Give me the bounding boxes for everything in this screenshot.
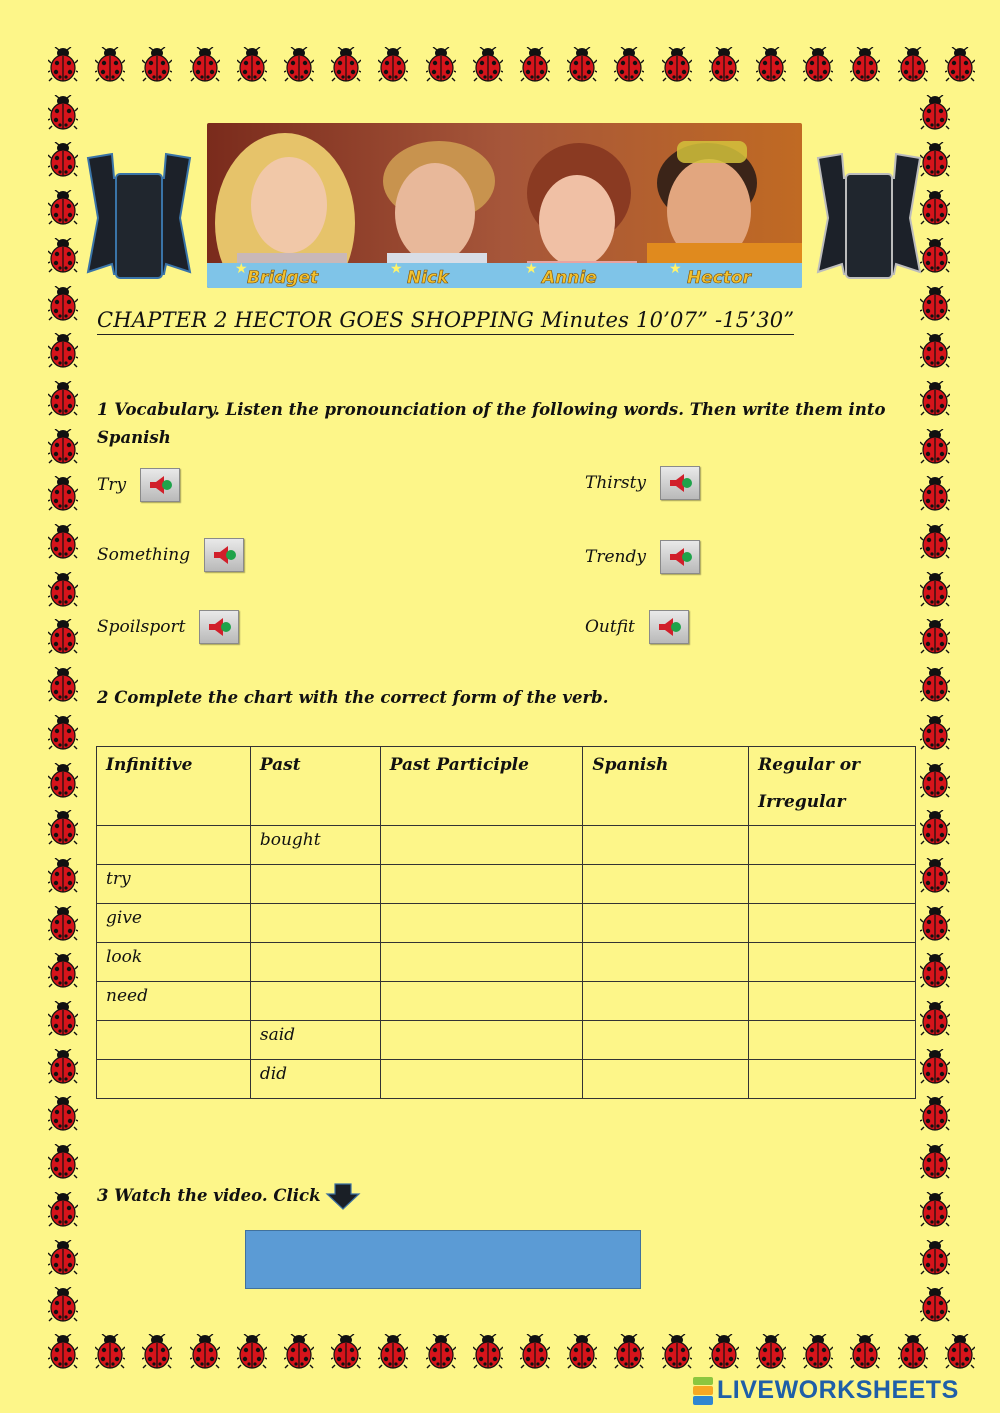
table-cell [380, 1060, 583, 1099]
table-cell [380, 904, 583, 943]
ladybug-icon [920, 906, 950, 942]
ladybug-icon [48, 333, 78, 369]
ladybug-icon [920, 1144, 950, 1180]
liveworksheets-logo-icon [693, 1377, 713, 1405]
ladybug-icon [48, 906, 78, 942]
table-cell [583, 904, 749, 943]
table-cell [380, 826, 583, 865]
vocab-word: Spoilsport [97, 617, 186, 637]
liveworksheets-logo [693, 1376, 959, 1405]
ladybug-icon [48, 142, 78, 178]
ladybug-icon [920, 953, 950, 989]
table-cell [583, 865, 749, 904]
table-cell [583, 982, 749, 1021]
table-cell [250, 865, 380, 904]
ladybug-icon [614, 47, 644, 83]
ladybug-icon [48, 1334, 78, 1370]
ladybug-icon [920, 1096, 950, 1132]
ladybug-icon [48, 810, 78, 846]
ladybug-icon [898, 47, 928, 83]
column-header: Infinitive [97, 747, 251, 826]
ladybug-icon [520, 47, 550, 83]
banner-name-4: Hector [687, 268, 752, 288]
banner-name-3: Annie [542, 268, 597, 288]
ladybug-icon [920, 142, 950, 178]
ladybug-icon [48, 190, 78, 226]
ladybug-icon [331, 47, 361, 83]
table-cell [380, 1021, 583, 1060]
table-cell [380, 982, 583, 1021]
svg-text:★: ★ [525, 261, 538, 277]
table-cell [583, 1060, 749, 1099]
ladybug-icon [920, 1049, 950, 1085]
ladybug-icon [48, 953, 78, 989]
table-cell: need [97, 982, 251, 1021]
ladybug-icon [709, 47, 739, 83]
scroll-right-icon [814, 152, 924, 282]
table-cell: try [97, 865, 251, 904]
table-cell [583, 943, 749, 982]
speaker-icon[interactable] [660, 466, 700, 500]
vocab-word: Outfit [585, 617, 635, 637]
svg-text:★: ★ [390, 261, 403, 277]
ladybug-icon [142, 47, 172, 83]
arrow-down-icon [325, 1182, 361, 1210]
ladybug-icon [709, 1334, 739, 1370]
ladybug-icon [920, 238, 950, 274]
ladybug-icon [284, 47, 314, 83]
column-header: Past Participle [380, 747, 583, 826]
table-cell [97, 826, 251, 865]
ladybug-icon [48, 1049, 78, 1085]
table-row [97, 1021, 916, 1060]
ladybug-icon [567, 1334, 597, 1370]
ladybug-icon [426, 47, 456, 83]
ladybug-icon [473, 47, 503, 83]
speaker-icon[interactable] [649, 610, 689, 644]
table-cell [749, 1060, 916, 1099]
ladybug-icon [48, 715, 78, 751]
ladybug-icon [756, 47, 786, 83]
ladybug-icon [920, 572, 950, 608]
ladybug-icon [920, 95, 950, 131]
ladybug-icon [920, 810, 950, 846]
ladybug-icon [48, 47, 78, 83]
speaker-icon[interactable] [660, 540, 700, 574]
ladybug-icon [48, 1096, 78, 1132]
table-cell [749, 865, 916, 904]
table-cell [380, 865, 583, 904]
ladybug-icon [850, 47, 880, 83]
ladybug-icon [48, 476, 78, 512]
ladybug-icon [920, 858, 950, 894]
column-header: Past [250, 747, 380, 826]
brand-text: LIVEWORKSHEETS [717, 1376, 959, 1404]
vocab-item [97, 538, 244, 572]
table-cell [583, 1021, 749, 1060]
ladybug-icon [48, 1001, 78, 1037]
ladybug-icon [803, 1334, 833, 1370]
ladybug-icon [662, 47, 692, 83]
ladybug-icon [520, 1334, 550, 1370]
ladybug-icon [48, 286, 78, 322]
ladybug-icon [48, 667, 78, 703]
vocab-word: Thirsty [585, 473, 647, 493]
ladybug-icon [190, 47, 220, 83]
ladybug-icon [48, 619, 78, 655]
ladybug-icon [920, 763, 950, 799]
ladybug-icon [48, 572, 78, 608]
table-cell: give [97, 904, 251, 943]
table-cell: bought [250, 826, 380, 865]
ladybug-icon [284, 1334, 314, 1370]
ladybug-icon [48, 1287, 78, 1323]
table-row [97, 865, 916, 904]
vocab-item [585, 610, 689, 644]
ladybug-icon [945, 1334, 975, 1370]
table-cell [749, 943, 916, 982]
ladybug-icon [920, 1287, 950, 1323]
verb-chart [96, 746, 916, 1099]
ladybug-icon [898, 1334, 928, 1370]
ladybug-icon [850, 1334, 880, 1370]
column-header: Spanish [583, 747, 749, 826]
ladybug-icon [920, 190, 950, 226]
ladybug-icon [920, 286, 950, 322]
ladybug-icon [945, 47, 975, 83]
ladybug-icon [920, 1240, 950, 1276]
ladybug-icon [920, 715, 950, 751]
table-cell [97, 1021, 251, 1060]
ladybug-icon [48, 1144, 78, 1180]
table-cell [749, 982, 916, 1021]
cast-banner-image [207, 123, 802, 288]
ladybug-icon [48, 858, 78, 894]
vocab-item [97, 610, 239, 644]
speaker-icon[interactable] [204, 538, 244, 572]
ladybug-icon [756, 1334, 786, 1370]
column-header: Regular or Irregular [749, 747, 916, 826]
ladybug-icon [142, 1334, 172, 1370]
ladybug-icon [920, 333, 950, 369]
ladybug-icon [920, 476, 950, 512]
table-cell [97, 1060, 251, 1099]
ladybug-icon [378, 1334, 408, 1370]
table-cell [749, 904, 916, 943]
vocab-word: Try [97, 475, 127, 495]
svg-text:★: ★ [669, 261, 682, 277]
scroll-left-icon [84, 152, 194, 282]
table-row [97, 1060, 916, 1099]
ladybug-icon [190, 1334, 220, 1370]
ladybug-icon [567, 47, 597, 83]
ladybug-icon [48, 524, 78, 560]
table-cell: look [97, 943, 251, 982]
table-cell [250, 943, 380, 982]
ladybug-icon [473, 1334, 503, 1370]
table-cell [380, 943, 583, 982]
ladybug-icon [48, 429, 78, 465]
ladybug-icon [426, 1334, 456, 1370]
banner-name-2: Nick [407, 268, 449, 288]
table-cell: did [250, 1060, 380, 1099]
table-cell [749, 826, 916, 865]
table-row [97, 982, 916, 1021]
svg-text:★: ★ [235, 261, 248, 277]
vocab-item [97, 468, 180, 502]
table-row [97, 826, 916, 865]
ladybug-icon [920, 619, 950, 655]
ladybug-icon [95, 1334, 125, 1370]
ladybug-icon [614, 1334, 644, 1370]
ladybug-icon [48, 381, 78, 417]
section-2-heading: 2 Complete the chart with the correct form of the verb. [97, 688, 609, 707]
table-cell [583, 826, 749, 865]
table-row [97, 904, 916, 943]
ladybug-icon [48, 763, 78, 799]
section-3-heading [97, 1182, 361, 1210]
ladybug-icon [803, 47, 833, 83]
section-3-heading-text: 3 Watch the video. Click [97, 1186, 321, 1205]
ladybug-icon [48, 1240, 78, 1276]
page-title: CHAPTER 2 HECTOR GOES SHOPPING Minutes 10’07” -15’30” [97, 308, 794, 335]
vocab-word: Something [97, 545, 191, 565]
ladybug-icon [95, 47, 125, 83]
ladybug-icon [920, 1192, 950, 1228]
ladybug-icon [378, 47, 408, 83]
ladybug-icon [48, 238, 78, 274]
ladybug-icon [920, 1001, 950, 1037]
vocab-word: Trendy [585, 547, 646, 567]
video-link-button[interactable] [245, 1230, 641, 1289]
vocab-item [585, 540, 700, 574]
ladybug-icon [48, 95, 78, 131]
speaker-icon[interactable] [199, 610, 239, 644]
ladybug-icon [331, 1334, 361, 1370]
speaker-icon[interactable] [140, 468, 180, 502]
table-row [97, 943, 916, 982]
table-cell: said [250, 1021, 380, 1060]
ladybug-icon [920, 524, 950, 560]
table-header-row [97, 747, 916, 826]
table-cell [250, 904, 380, 943]
banner-name-1: Bridget [247, 268, 319, 288]
table-cell [250, 982, 380, 1021]
ladybug-icon [48, 1192, 78, 1228]
ladybug-icon [662, 1334, 692, 1370]
table-cell [749, 1021, 916, 1060]
vocab-item [585, 466, 700, 500]
ladybug-icon [237, 1334, 267, 1370]
ladybug-icon [237, 47, 267, 83]
section-1-heading: 1 Vocabulary. Listen the pronounciation of the following words. Then write them into Spanish [97, 400, 886, 447]
